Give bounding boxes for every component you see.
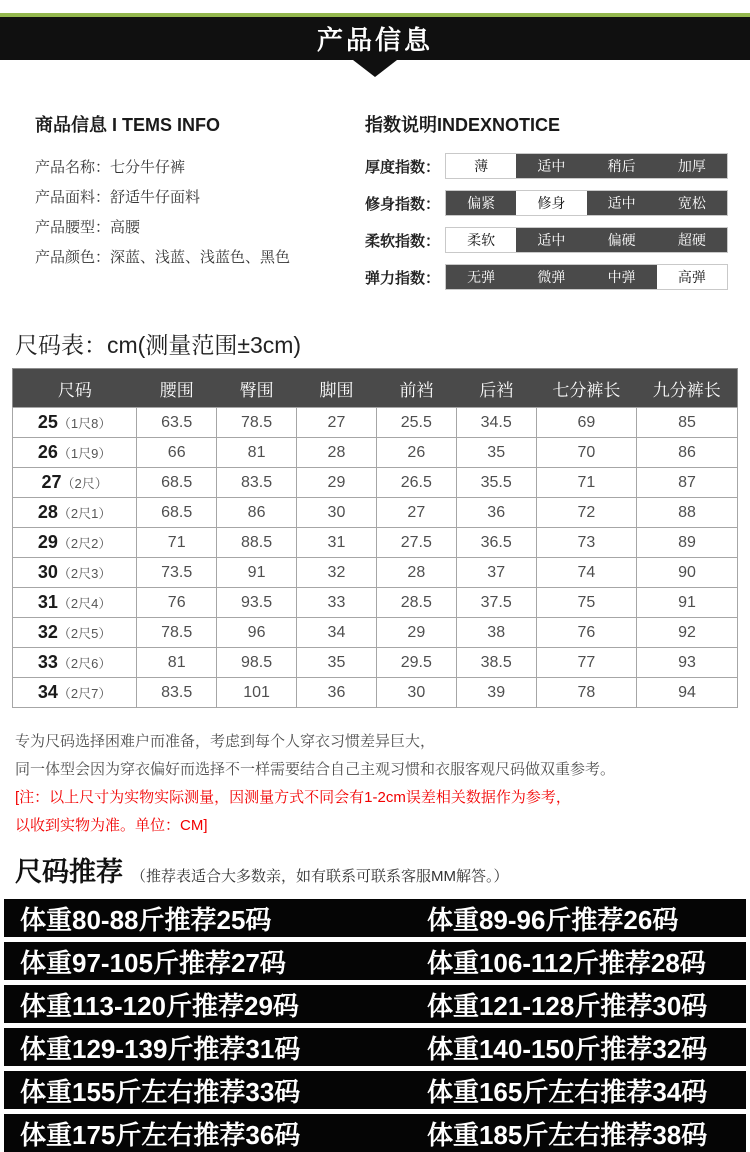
size-cell-value: 86 [217,498,297,528]
size-cell-value: 94 [637,678,738,708]
items-info-panel [35,111,365,301]
recommend-heading: 尺码推荐 [15,857,123,887]
size-cell-value: 83.5 [217,468,297,498]
size-number: 27 [41,472,62,492]
size-cell-value: 28.5 [376,588,456,618]
index-segment: 宽松 [657,191,727,215]
size-cell-value: 91 [637,588,738,618]
size-cell-value: 63.5 [137,408,217,438]
index-row [365,190,728,216]
recommend-subtitle: （推荐表适合大多数亲，如有联系可联系客服MM解答。） [131,868,509,885]
index-segment-active: 薄 [446,154,516,178]
attribute-value: 七分牛仔裤 [110,159,186,176]
size-table-row [13,498,738,528]
size-cell-label [13,558,137,588]
size-cell-label [13,648,137,678]
size-cell-value: 78 [536,678,636,708]
size-cell-value: 96 [217,618,297,648]
size-cell-value: 29 [297,468,377,498]
size-note: （2尺2） [57,536,112,551]
recommend-bar [4,1114,746,1152]
size-cell-value: 36 [456,498,536,528]
size-col-header: 尺码 [13,369,137,408]
size-cell-label [13,678,137,708]
size-cell-value: 71 [536,468,636,498]
size-col-header: 腰围 [137,369,217,408]
index-segment: 超硬 [657,228,727,252]
size-cell-value: 71 [137,528,217,558]
size-cell-value: 93.5 [217,588,297,618]
size-cell-label [13,468,137,498]
size-number: 33 [37,652,58,672]
product-attribute-row [35,213,365,243]
recommend-text-left: 体重155斤左右推荐33码 [20,1076,301,1107]
recommend-text-right: 体重89-96斤推荐26码 [426,904,679,935]
size-cell-value: 85 [637,408,738,438]
size-cell-value: 30 [297,498,377,528]
size-cell-value: 76 [137,588,217,618]
size-note: （1尺9） [57,446,112,461]
size-table-row [13,438,738,468]
index-segment: 偏紧 [446,191,516,215]
size-note: （2尺7） [57,686,112,701]
recommend-bar [4,1028,746,1066]
size-col-header: 九分裤长 [637,369,738,408]
size-table-head [13,369,738,408]
size-note: （2尺3） [57,566,112,581]
size-cell-value: 36 [297,678,377,708]
size-col-header: 前裆 [376,369,456,408]
size-table-header-row [13,369,738,408]
size-cell-value: 89 [637,528,738,558]
index-segment: 无弹 [446,265,516,289]
size-cell-value: 93 [637,648,738,678]
index-segment: 适中 [516,154,586,178]
recommend-text-left: 体重80-88斤推荐25码 [20,904,272,935]
size-cell-value: 81 [137,648,217,678]
size-cell-value: 69 [536,408,636,438]
attribute-label: 产品腰型： [35,219,111,236]
size-cell-value: 34 [297,618,377,648]
size-number: 31 [37,592,58,612]
recommend-text-right: 体重185斤左右推荐38码 [426,1119,708,1150]
index-row [365,227,728,253]
size-note: （2尺4） [57,596,112,611]
size-note: （2尺5） [57,626,112,641]
attribute-value: 高腰 [110,219,141,236]
index-row [365,264,728,290]
product-attribute-row [35,243,365,273]
size-cell-value: 70 [536,438,636,468]
note-warning-line: [注：以上尺寸为实物实际测量，因测量方式不同会有1-2cm误差相关数据作为参考， [15,789,571,806]
attribute-value: 深蓝、浅蓝、浅蓝色、黑色 [110,249,291,266]
size-cell-value: 92 [637,618,738,648]
size-cell-value: 75 [536,588,636,618]
size-cell-value: 37.5 [456,588,536,618]
product-info-section [0,77,750,301]
size-cell-label [13,618,137,648]
size-table-row [13,678,738,708]
index-notice-panel [365,111,728,301]
size-cell-value: 68.5 [137,468,217,498]
size-table-body [13,408,738,708]
size-table-row [13,588,738,618]
size-cell-value: 87 [637,468,738,498]
attribute-label: 产品名称： [35,159,111,176]
index-segment-active: 修身 [516,191,586,215]
recommend-text-right: 体重140-150斤推荐32码 [426,1033,708,1064]
size-cell-value: 26.5 [376,468,456,498]
size-table-row [13,648,738,678]
recommend-text-left: 体重97-105斤推荐27码 [20,947,286,978]
size-cell-value: 38 [456,618,536,648]
size-cell-value: 28 [297,438,377,468]
attribute-value: 舒适牛仔面料 [110,189,201,206]
size-cell-value: 34.5 [456,408,536,438]
size-cell-label [13,408,137,438]
index-bar [445,227,728,253]
size-table-row [13,468,738,498]
size-cell-value: 29 [376,618,456,648]
size-col-header: 七分裤长 [536,369,636,408]
size-cell-value: 73 [536,528,636,558]
size-cell-value: 36.5 [456,528,536,558]
size-cell-value: 77 [536,648,636,678]
index-label: 修身指数： [365,195,441,213]
recommend-text-left: 体重113-120斤推荐29码 [20,990,299,1021]
size-cell-value: 86 [637,438,738,468]
size-table-row [13,618,738,648]
note-warning-line: 以收到实物为准。单位：CM] [15,817,208,834]
index-notice-heading: 指数说明INDEXNOTICE [365,115,561,135]
size-col-header: 后裆 [456,369,536,408]
size-cell-value: 38.5 [456,648,536,678]
index-bar-list [365,153,728,290]
size-number: 34 [37,682,58,702]
size-cell-value: 35.5 [456,468,536,498]
note-line: 同一体型会因为穿衣偏好而选择不一样需要结合自己主观习惯和衣服客观尺码做双重参考。 [15,761,616,778]
size-cell-label [13,528,137,558]
size-number: 29 [37,532,58,552]
size-cell-value: 27 [376,498,456,528]
size-cell-value: 76 [536,618,636,648]
size-cell-value: 26 [376,438,456,468]
attribute-label: 产品颜色： [35,249,111,266]
size-cell-value: 83.5 [137,678,217,708]
size-cell-label [13,438,137,468]
index-segment: 适中 [587,191,657,215]
index-row [365,153,728,179]
size-cell-value: 32 [297,558,377,588]
index-label: 厚度指数： [365,158,441,176]
recommend-text-right: 体重106-112斤推荐28码 [426,947,706,978]
recommend-text-left: 体重175斤左右推荐36码 [20,1119,301,1150]
size-cell-value: 78.5 [137,618,217,648]
recommend-bar [4,985,746,1023]
index-bar [445,153,728,179]
size-cell-value: 37 [456,558,536,588]
recommend-bar [4,899,746,937]
index-segment: 中弹 [587,265,657,289]
size-number: 32 [37,622,58,642]
size-cell-value: 72 [536,498,636,528]
size-cell-value: 88.5 [217,528,297,558]
size-number: 30 [37,562,58,582]
size-note: （2尺） [61,476,108,491]
size-cell-value: 81 [217,438,297,468]
index-segment-active: 柔软 [446,228,516,252]
size-cell-value: 66 [137,438,217,468]
size-cell-value: 73.5 [137,558,217,588]
size-cell-value: 78.5 [217,408,297,438]
size-cell-value: 101 [217,678,297,708]
size-note: （2尺1） [57,506,112,521]
size-number: 28 [37,502,58,522]
size-cell-value: 39 [456,678,536,708]
note-line: 专为尺码选择困难户而准备，考虑到每个人穿衣习惯差异巨大， [15,733,436,750]
index-label: 弹力指数： [365,269,441,287]
index-segment: 稍后 [587,154,657,178]
size-table-row [13,408,738,438]
size-col-header: 臀围 [217,369,297,408]
size-cell-label [13,588,137,618]
size-cell-value: 31 [297,528,377,558]
section-banner [0,17,750,60]
index-label: 柔软指数： [365,232,441,250]
size-cell-value: 91 [217,558,297,588]
attribute-label: 产品面料： [35,189,111,206]
product-attribute-list [35,153,365,273]
size-cell-value: 28 [376,558,456,588]
size-table-row [13,528,738,558]
size-table-row [13,558,738,588]
product-attribute-row [35,183,365,213]
recommend-bar [4,1071,746,1109]
size-cell-value: 88 [637,498,738,528]
index-segment: 加厚 [657,154,727,178]
size-col-header: 脚围 [297,369,377,408]
index-segment: 微弹 [516,265,586,289]
size-cell-value: 35 [456,438,536,468]
size-cell-value: 25.5 [376,408,456,438]
size-notes [15,728,750,840]
index-bar [445,190,728,216]
items-info-heading: 商品信息 I TEMS INFO [35,115,221,135]
index-segment: 偏硬 [587,228,657,252]
banner-title: 产品信息 [316,25,433,55]
size-table [12,368,738,708]
size-cell-value: 27.5 [376,528,456,558]
recommend-text-right: 体重165斤左右推荐34码 [426,1076,708,1107]
size-note: （2尺6） [57,656,112,671]
recommend-header [15,850,750,889]
size-cell-value: 27 [297,408,377,438]
size-number: 26 [37,442,58,462]
product-attribute-row [35,153,365,183]
product-info-page [0,13,750,1150]
index-bar [445,264,728,290]
index-segment-active: 高弹 [657,265,727,289]
size-cell-value: 74 [536,558,636,588]
size-note: （1尺8） [57,416,112,431]
size-cell-label [13,498,137,528]
size-cell-value: 90 [637,558,738,588]
size-cell-value: 33 [297,588,377,618]
size-cell-value: 35 [297,648,377,678]
size-cell-value: 29.5 [376,648,456,678]
size-number: 25 [37,412,58,432]
size-cell-value: 30 [376,678,456,708]
recommend-bar [4,942,746,980]
size-cell-value: 68.5 [137,498,217,528]
recommend-text-right: 体重121-128斤推荐30码 [426,990,708,1021]
size-cell-value: 98.5 [217,648,297,678]
recommend-text-left: 体重129-139斤推荐31码 [20,1033,301,1064]
banner-arrow-down-icon [353,60,397,77]
recommend-bar-list [0,899,750,1152]
size-table-title: 尺码表：cm(测量范围±3cm) [15,332,302,358]
index-segment: 适中 [516,228,586,252]
